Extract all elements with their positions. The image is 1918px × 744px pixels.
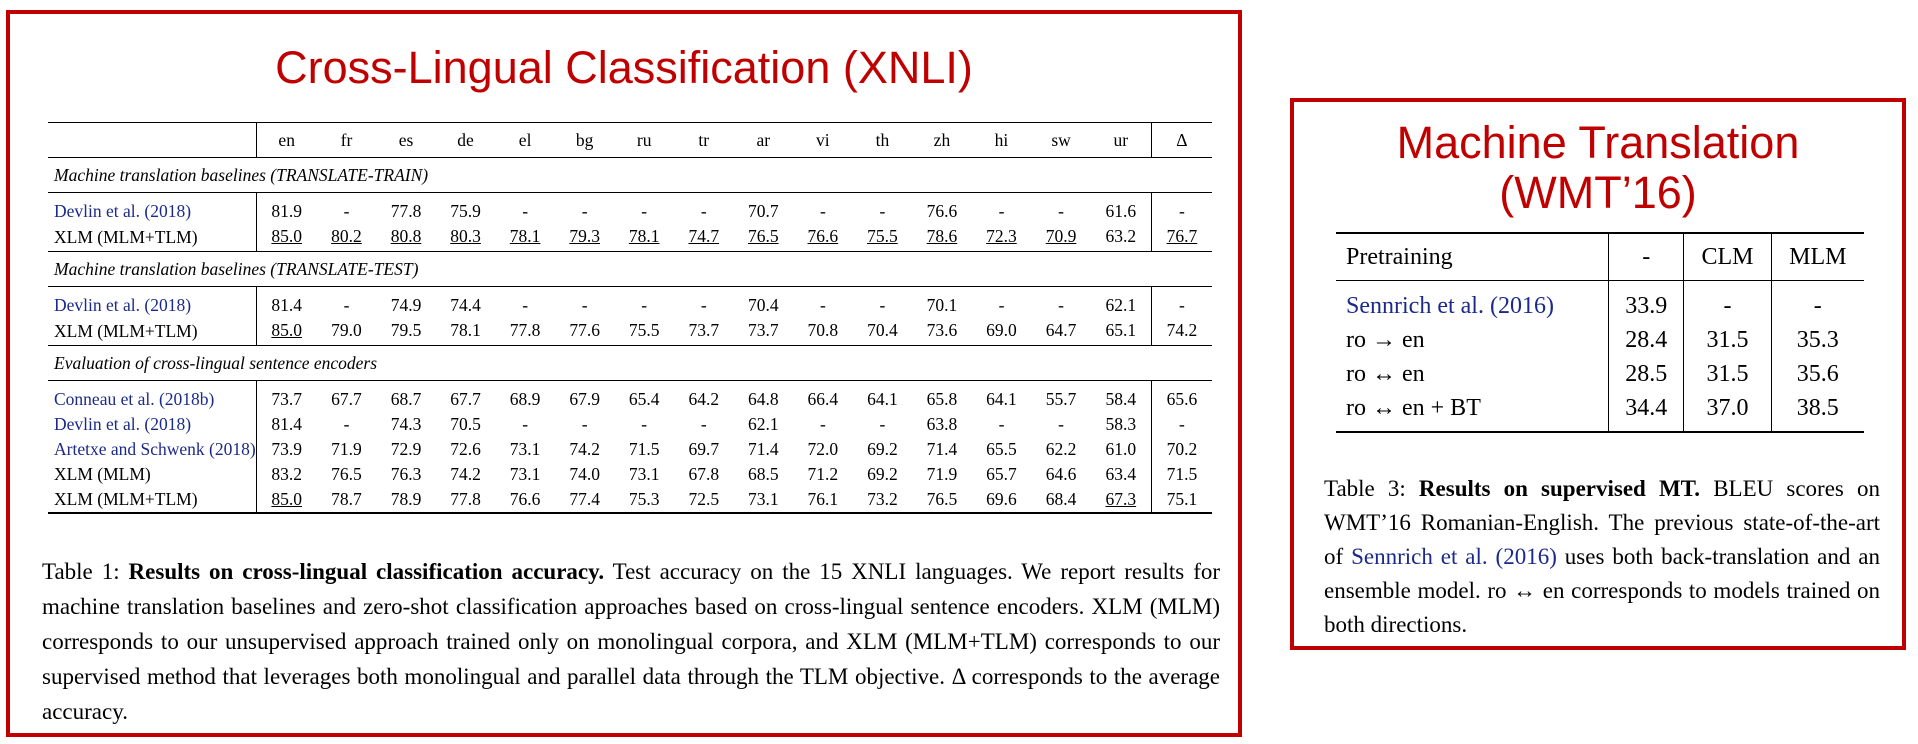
xnli-value-cell: 78.7 [317, 487, 377, 513]
xnli-value-cell: 77.8 [390, 201, 422, 221]
xnli-row-method-name: XLM (MLM+TLM) [54, 227, 198, 247]
xnli-value-cell: 81.4 [271, 295, 302, 315]
xnli-value-cell: 73.9 [271, 439, 302, 459]
xnli-value-cell: 74.2 [1151, 318, 1212, 346]
xnli-section-row [48, 252, 1212, 287]
xnli-value-cell: 73.7 [734, 318, 794, 346]
xnli-value-cell: 73.6 [912, 318, 972, 346]
xnli-value-cell: 80.2 [317, 224, 377, 252]
xnli-table-row [48, 381, 1212, 413]
xnli-value-cell: 72.9 [390, 439, 422, 459]
xnli-value-cell: 76.5 [331, 464, 362, 484]
wmt-method-name: ro ↔ en [1346, 360, 1425, 387]
wmt-column-header: - [1609, 233, 1684, 281]
xnli-section-row [48, 158, 1212, 193]
xnli-section-label: Machine translation baselines (TRANSLATE-TEST) [48, 252, 1212, 287]
xnli-value-cell: 70.9 [1031, 224, 1091, 252]
xnli-value-cell: 63.8 [926, 414, 958, 434]
xnli-value-cell: 79.0 [317, 318, 377, 346]
xnli-row-citation-link[interactable]: Devlin et al. (2018) [54, 414, 192, 434]
wmt-citation-author: Sennrich et al. [1346, 292, 1484, 319]
xnli-value-cell: 72.5 [674, 487, 734, 513]
xnli-value-cell: 73.2 [853, 487, 913, 513]
xnli-value-cell: - [1058, 201, 1064, 221]
xnli-value-cell: 68.4 [1031, 487, 1091, 513]
wmt-panel-title: Machine Translation (WMT’16) [1396, 117, 1800, 218]
xnli-value-cell: - [522, 414, 529, 434]
wmt-table-row [1336, 323, 1864, 357]
xnli-value-cell: 62.1 [747, 414, 779, 434]
xnli-header-row [48, 123, 1212, 158]
xnli-row-method-cell [48, 224, 256, 252]
xnli-section-row [48, 346, 1212, 381]
wmt-value-cell: 28.5 [1609, 357, 1684, 391]
xnli-value-cell: - [819, 201, 826, 221]
table1-caption-bold: Results on cross-lingual classification accuracy. [128, 559, 605, 584]
xnli-value-cell: 70.4 [853, 318, 913, 346]
xnli-column-header: zh [912, 123, 972, 158]
table3-caption-cite-year: 2016 [1503, 544, 1550, 569]
xnli-value-cell: 78.6 [912, 224, 972, 252]
xnli-value-cell: 83.2 [271, 464, 302, 484]
xnli-value-cell: - [819, 414, 826, 434]
xnli-value-cell: 69.7 [688, 439, 720, 459]
xnli-value-cell: 62.1 [1105, 295, 1137, 315]
wmt-value-cell: 35.6 [1771, 357, 1864, 391]
wmt-value-cell: - [1771, 281, 1864, 324]
xnli-value-cell: 64.6 [1045, 464, 1077, 484]
wmt-value-cell: 28.4 [1609, 323, 1684, 357]
xnli-value-cell: 79.5 [376, 318, 436, 346]
xnli-row-citation-year: 2018 [150, 295, 186, 315]
xnli-value-cell: - [879, 414, 886, 434]
xnli-column-header: bg [555, 123, 615, 158]
xnli-row-method-name: XLM (MLM+TLM) [54, 489, 198, 509]
xnli-value-cell: - [343, 414, 350, 434]
xnli-value-cell: 74.4 [450, 295, 481, 315]
xnli-value-cell: 55.7 [1045, 389, 1077, 409]
xnli-value-cell: 71.9 [331, 439, 362, 459]
xnli-value-cell: 64.8 [747, 389, 779, 409]
xnli-value-cell: 65.1 [1091, 318, 1152, 346]
wmt-value-cell: 31.5 [1684, 357, 1771, 391]
wmt-column-header: MLM [1771, 233, 1864, 281]
xnli-table-row [48, 412, 1212, 437]
xnli-value-cell: 70.1 [926, 295, 958, 315]
xnli-value-cell: 71.4 [926, 439, 958, 459]
xnli-column-header: ar [734, 123, 794, 158]
xnli-value-cell: 75.9 [450, 201, 481, 221]
xnli-value-cell: 70.7 [747, 201, 779, 221]
xnli-value-cell: 69.6 [972, 487, 1032, 513]
xnli-table-row [48, 318, 1212, 346]
xnli-value-cell: 75.5 [853, 224, 913, 252]
xnli-row-method-cell [48, 437, 256, 462]
xnli-value-cell: - [1058, 414, 1064, 434]
xnli-table-row [48, 224, 1212, 252]
xnli-table-row [48, 437, 1212, 462]
xnli-value-cell: 72.0 [807, 439, 839, 459]
xnli-value-cell: 81.4 [271, 414, 302, 434]
xnli-row-citation-author: Devlin et al. [54, 295, 141, 315]
table3-caption-body1: BLEU scores on WMT’16 Romanian-English. The previous state-of-the-art of [1324, 476, 1880, 569]
xnli-value-cell: - [581, 414, 588, 434]
xnli-value-cell: 70.4 [747, 295, 779, 315]
wmt-column-header: Pretraining [1336, 233, 1609, 281]
xnli-value-cell: 76.5 [912, 487, 972, 513]
xnli-column-header: de [436, 123, 496, 158]
xnli-value-cell: 76.7 [1151, 224, 1212, 252]
xnli-value-cell: 77.8 [436, 487, 496, 513]
xnli-column-header: hi [972, 123, 1032, 158]
wmt-header-row [1336, 233, 1864, 281]
wmt-citation-year: 2016 [1497, 292, 1546, 319]
xnli-value-cell: - [879, 295, 886, 315]
xnli-value-cell: 75.3 [614, 487, 674, 513]
xnli-value-cell: 70.2 [1151, 437, 1212, 462]
xnli-value-cell: 74.2 [450, 464, 481, 484]
xnli-value-cell: 85.0 [256, 224, 317, 252]
xnli-value-cell: 79.3 [555, 224, 615, 252]
xnli-value-cell: 73.7 [674, 318, 734, 346]
xnli-value-cell: - [641, 295, 648, 315]
xnli-value-cell: 76.5 [734, 224, 794, 252]
wmt-table-row [1336, 281, 1864, 324]
wmt-method-name: ro ↔ en + BT [1346, 394, 1481, 421]
xnli-row-method-name: XLM (MLM) [54, 464, 151, 484]
xnli-value-cell: 78.1 [436, 318, 496, 346]
xnli-value-cell: - [343, 295, 350, 315]
xnli-value-cell: 63.2 [1091, 224, 1152, 252]
xnli-value-cell: 63.4 [1105, 464, 1137, 484]
xnli-value-cell: 68.5 [747, 464, 779, 484]
xnli-value-cell: 67.7 [331, 389, 362, 409]
xnli-value-cell: 75.5 [614, 318, 674, 346]
xnli-value-cell: 74.0 [569, 464, 600, 484]
xnli-value-cell: 78.1 [614, 224, 674, 252]
wmt-value-cell: 33.9 [1609, 281, 1684, 324]
wmt-results-table [1336, 232, 1864, 433]
xnli-value-cell: 76.1 [793, 487, 853, 513]
xnli-value-cell: - [641, 414, 648, 434]
xnli-row-citation-year: 2018 [150, 201, 186, 221]
wmt-value-cell: - [1684, 281, 1771, 324]
xnli-value-cell: 76.6 [926, 201, 958, 221]
table3-caption [1324, 472, 1880, 642]
wmt-column-header: CLM [1684, 233, 1771, 281]
xnli-column-header: es [376, 123, 436, 158]
xnli-value-cell: - [581, 201, 588, 221]
xnli-column-header: fr [317, 123, 377, 158]
xnli-value-cell: - [700, 295, 707, 315]
xnli-value-cell: 72.3 [972, 224, 1032, 252]
xnli-value-cell: 64.1 [867, 389, 898, 409]
xnli-value-cell: - [343, 201, 350, 221]
xnli-column-header: sw [1031, 123, 1091, 158]
wmt-citation-link[interactable]: Sennrich et al. (2016) [1346, 292, 1554, 319]
xnli-value-cell: 73.7 [271, 389, 302, 409]
xnli-table-row [48, 193, 1212, 225]
xnli-value-cell: 71.9 [926, 464, 958, 484]
xnli-value-cell: 71.4 [747, 439, 779, 459]
xnli-value-cell: 64.1 [986, 389, 1017, 409]
xnli-value-cell: 74.9 [390, 295, 422, 315]
wmt-method-cell [1336, 357, 1609, 391]
xnli-row-citation-link[interactable]: Devlin et al. (2018) [54, 201, 192, 221]
wmt-panel [1290, 98, 1906, 650]
xnli-column-header: ur [1091, 123, 1152, 158]
wmt-value-cell: 37.0 [1684, 391, 1771, 432]
xnli-row-citation-year: 2018b [164, 389, 209, 409]
wmt-value-cell: 34.4 [1609, 391, 1684, 432]
xnli-value-cell: 65.4 [628, 389, 660, 409]
xnli-row-citation-author: Conneau et al. [54, 389, 155, 409]
xnli-value-cell: 69.0 [972, 318, 1032, 346]
xnli-value-cell: 67.7 [450, 389, 481, 409]
xnli-value-cell: 73.1 [734, 487, 794, 513]
wmt-table-row [1336, 357, 1864, 391]
xnli-value-cell: 71.5 [628, 439, 660, 459]
xnli-value-cell: - [581, 295, 588, 315]
xnli-row-method-cell [48, 193, 256, 225]
xnli-value-cell: 64.2 [688, 389, 720, 409]
xnli-value-cell: - [1151, 287, 1212, 319]
xnli-row-citation-link[interactable]: Devlin et al. (2018) [54, 295, 192, 315]
xnli-column-header: ru [614, 123, 674, 158]
xnli-row-method-cell [48, 412, 256, 437]
xnli-value-cell: 66.4 [807, 389, 839, 409]
xnli-row-method-cell [48, 318, 256, 346]
xnli-value-cell: 77.4 [555, 487, 615, 513]
wmt-value-cell: 35.3 [1771, 323, 1864, 357]
xnli-value-cell: 78.1 [495, 224, 555, 252]
wmt-method-cell [1336, 391, 1609, 432]
xnli-value-cell: - [879, 201, 886, 221]
xnli-row-method-cell [48, 487, 256, 513]
xnli-value-cell: 67.9 [569, 389, 600, 409]
xnli-value-cell: - [819, 295, 826, 315]
xnli-value-cell: 69.2 [867, 464, 898, 484]
wmt-table-row [1336, 391, 1864, 432]
xnli-value-cell: 81.9 [271, 201, 302, 221]
xnli-value-cell: 71.2 [807, 464, 839, 484]
xnli-row-method-cell [48, 462, 256, 487]
table1-caption-body: Test accuracy on the 15 XNLI languages. We report results for machine translation baselines and zero-shot classification approaches based on cross-lingual sentence encoders. XLM (MLM) corresponds to our unsupervised approach trained only on monolingual corpora, and XLM (MLM+TLM) corresponds to our supervised method that leverages both monolingual and parallel data through the TLM objective. Δ corresponds to the average accuracy. [42, 559, 1221, 724]
xnli-value-cell: 65.7 [986, 464, 1017, 484]
xnli-value-cell: 69.2 [867, 439, 898, 459]
xnli-row-citation-link[interactable]: Conneau et al. (2018b) [54, 389, 215, 409]
xnli-value-cell: 78.9 [376, 487, 436, 513]
table1-caption-prefix: Table 1: [42, 559, 120, 584]
xnli-row-citation-author: Devlin et al. [54, 201, 141, 221]
xnli-panel [6, 10, 1242, 737]
xnli-value-cell: 61.6 [1105, 201, 1137, 221]
xnli-value-cell: - [522, 295, 529, 315]
xnli-value-cell: 70.8 [793, 318, 853, 346]
xnli-value-cell: 64.7 [1031, 318, 1091, 346]
xnli-value-cell: 65.8 [926, 389, 958, 409]
xnli-row-citation-author: Artetxe and Schwenk [54, 439, 205, 459]
wmt-value-cell: 31.5 [1684, 323, 1771, 357]
wmt-method-name: ro → en [1346, 326, 1425, 353]
xnli-value-cell: 61.0 [1105, 439, 1137, 459]
xnli-row-citation-link[interactable]: Artetxe and Schwenk (2018) [54, 439, 256, 459]
xnli-row-citation-year: 2018 [214, 439, 250, 459]
xnli-column-header: vi [793, 123, 853, 158]
xnli-value-cell: - [1151, 193, 1212, 225]
xnli-value-cell: 68.7 [390, 389, 422, 409]
xnli-value-cell: - [1058, 295, 1064, 315]
xnli-value-cell: 76.3 [390, 464, 422, 484]
table3-caption-cite-author: Sennrich et al. [1351, 544, 1488, 569]
xnli-value-cell: 73.1 [509, 464, 541, 484]
xnli-value-cell: 74.3 [390, 414, 422, 434]
xnli-section-label: Evaluation of cross-lingual sentence encoders [48, 346, 1212, 381]
xnli-value-cell: 58.4 [1105, 389, 1137, 409]
table3-caption-bold: Results on supervised MT. [1418, 476, 1701, 501]
xnli-column-header: Δ [1151, 123, 1212, 158]
table3-caption-citation-link[interactable]: Sennrich et al. (2016) [1351, 544, 1557, 569]
xnli-value-cell: - [700, 414, 707, 434]
xnli-column-header: en [256, 123, 317, 158]
table1-caption [42, 554, 1220, 729]
xnli-value-cell: 80.8 [376, 224, 436, 252]
xnli-row-method-cell [48, 287, 256, 319]
xnli-value-cell: 74.2 [569, 439, 600, 459]
xnli-value-cell: - [998, 201, 1005, 221]
wmt-value-cell: 38.5 [1771, 391, 1864, 432]
xnli-header-method [48, 123, 256, 158]
xnli-value-cell: 68.9 [509, 389, 541, 409]
xnli-value-cell: 85.0 [256, 318, 317, 346]
xnli-value-cell: 77.6 [555, 318, 615, 346]
xnli-value-cell: - [1151, 412, 1212, 437]
wmt-method-cell [1336, 323, 1609, 357]
xnli-value-cell: 85.0 [256, 487, 317, 513]
xnli-value-cell: 65.6 [1151, 381, 1212, 413]
xnli-table-row [48, 487, 1212, 513]
table3-caption-body2: uses both back-translation and an ensemble model. ro ↔ en corresponds to models trained on both directions. [1324, 544, 1881, 637]
xnli-row-method-name: XLM (MLM+TLM) [54, 321, 198, 341]
xnli-value-cell: 74.7 [674, 224, 734, 252]
xnli-results-table [48, 122, 1212, 514]
xnli-table-row [48, 462, 1212, 487]
xnli-value-cell: 73.1 [628, 464, 660, 484]
xnli-value-cell: 71.5 [1151, 462, 1212, 487]
xnli-value-cell: 58.3 [1105, 414, 1137, 434]
xnli-value-cell: - [522, 201, 529, 221]
xnli-section-label: Machine translation baselines (TRANSLATE-TRAIN) [48, 158, 1212, 193]
xnli-value-cell: 72.6 [450, 439, 481, 459]
xnli-value-cell: 67.8 [688, 464, 720, 484]
xnli-row-method-cell [48, 381, 256, 413]
xnli-value-cell: 75.1 [1151, 487, 1212, 513]
wmt-method-cell [1336, 281, 1609, 324]
xnli-value-cell: 76.6 [495, 487, 555, 513]
xnli-value-cell: 67.3 [1091, 487, 1152, 513]
xnli-value-cell: 73.1 [509, 439, 541, 459]
xnli-row-citation-author: Devlin et al. [54, 414, 141, 434]
xnli-column-header: th [853, 123, 913, 158]
xnli-row-citation-year: 2018 [150, 414, 186, 434]
xnli-value-cell: 80.3 [436, 224, 496, 252]
xnli-value-cell: - [700, 201, 707, 221]
xnli-column-header: el [495, 123, 555, 158]
table3-caption-prefix: Table 3: [1324, 476, 1406, 501]
xnli-column-header: tr [674, 123, 734, 158]
xnli-table-row [48, 287, 1212, 319]
xnli-value-cell: - [998, 295, 1005, 315]
xnli-value-cell: 65.5 [986, 439, 1017, 459]
xnli-value-cell: 70.5 [450, 414, 481, 434]
xnli-value-cell: 62.2 [1045, 439, 1077, 459]
xnli-value-cell: - [641, 201, 648, 221]
xnli-value-cell: - [998, 414, 1005, 434]
xnli-value-cell: 77.8 [495, 318, 555, 346]
xnli-value-cell: 76.6 [793, 224, 853, 252]
xnli-panel-title: Cross-Lingual Classification (XNLI) [275, 42, 973, 93]
